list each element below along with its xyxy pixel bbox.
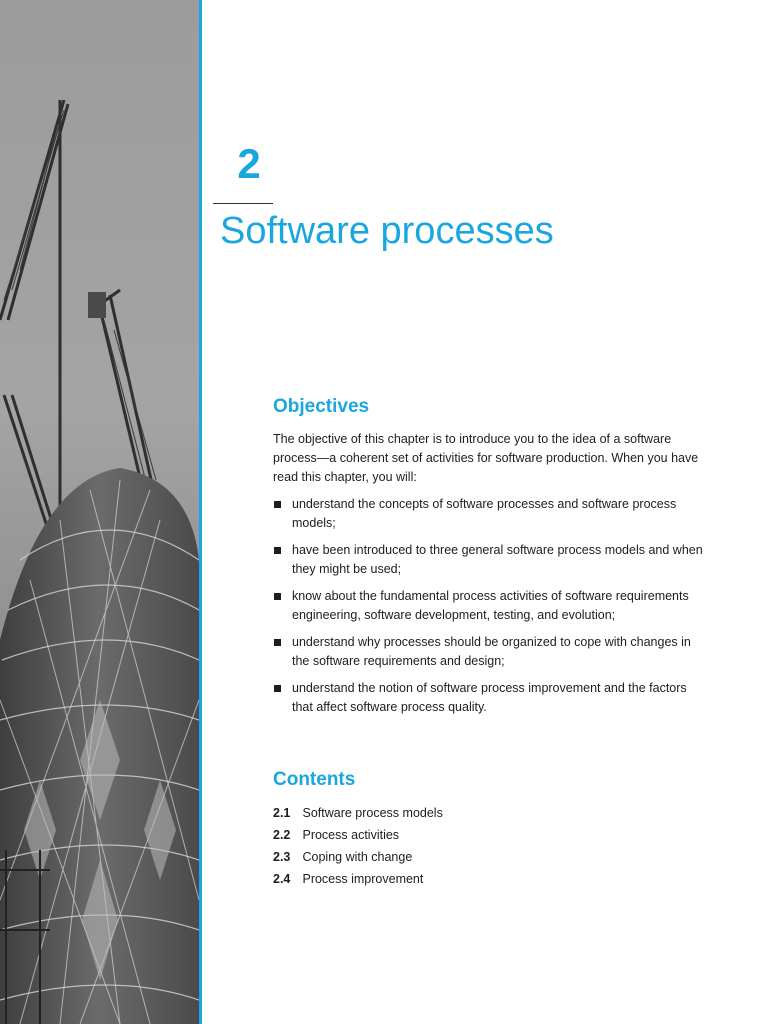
objective-text: have been introduced to three general software process models and when they might be used; (292, 543, 703, 576)
objective-text: understand the notion of software process improvement and the factors that affect software process quality. (292, 681, 687, 714)
chapter-number: 2 (237, 140, 261, 187)
objective-text: understand the concepts of software processes and software process models; (292, 497, 677, 530)
contents-item-number: 2.2 (273, 828, 291, 842)
objective-text: know about the fundamental process activities of software requirements engineering, software development, testing, and evolution; (292, 589, 689, 622)
square-bullet-icon (274, 639, 281, 646)
contents-item[interactable] (273, 846, 443, 868)
accent-rule (199, 0, 202, 1024)
square-bullet-icon (274, 685, 281, 692)
objective-item (273, 587, 708, 625)
contents-item[interactable] (273, 802, 443, 824)
objectives-heading: Objectives (273, 396, 370, 417)
contents-heading: Contents (273, 769, 356, 790)
square-bullet-icon (274, 501, 281, 508)
objective-text: understand why processes should be organized to cope with changes in the software requirements and design; (292, 635, 691, 668)
contents-item[interactable] (273, 868, 443, 890)
chapter-title: Software processes (220, 210, 554, 252)
contents-item-label: Software process models (302, 806, 443, 820)
square-bullet-icon (274, 593, 281, 600)
contents-item-label: Coping with change (302, 850, 413, 864)
contents-list (273, 802, 443, 890)
contents-item-number: 2.4 (273, 872, 291, 886)
chapter-cover-photo (0, 0, 199, 1024)
objectives-list (273, 495, 708, 725)
objectives-intro: The objective of this chapter is to introduce you to the idea of a software process—a coherent set of activities for software production. When you have read this chapter, you will: (273, 432, 699, 484)
contents-item-number: 2.3 (273, 850, 291, 864)
objective-item (273, 633, 708, 671)
contents-item-number: 2.1 (273, 806, 291, 820)
objective-item (273, 495, 708, 533)
contents-item[interactable] (273, 824, 443, 846)
chapter-number-underline (213, 203, 273, 204)
contents-item-label: Process improvement (302, 872, 424, 886)
contents-item-label: Process activities (302, 828, 400, 842)
square-bullet-icon (274, 547, 281, 554)
objective-item (273, 541, 708, 579)
objective-item (273, 679, 708, 717)
